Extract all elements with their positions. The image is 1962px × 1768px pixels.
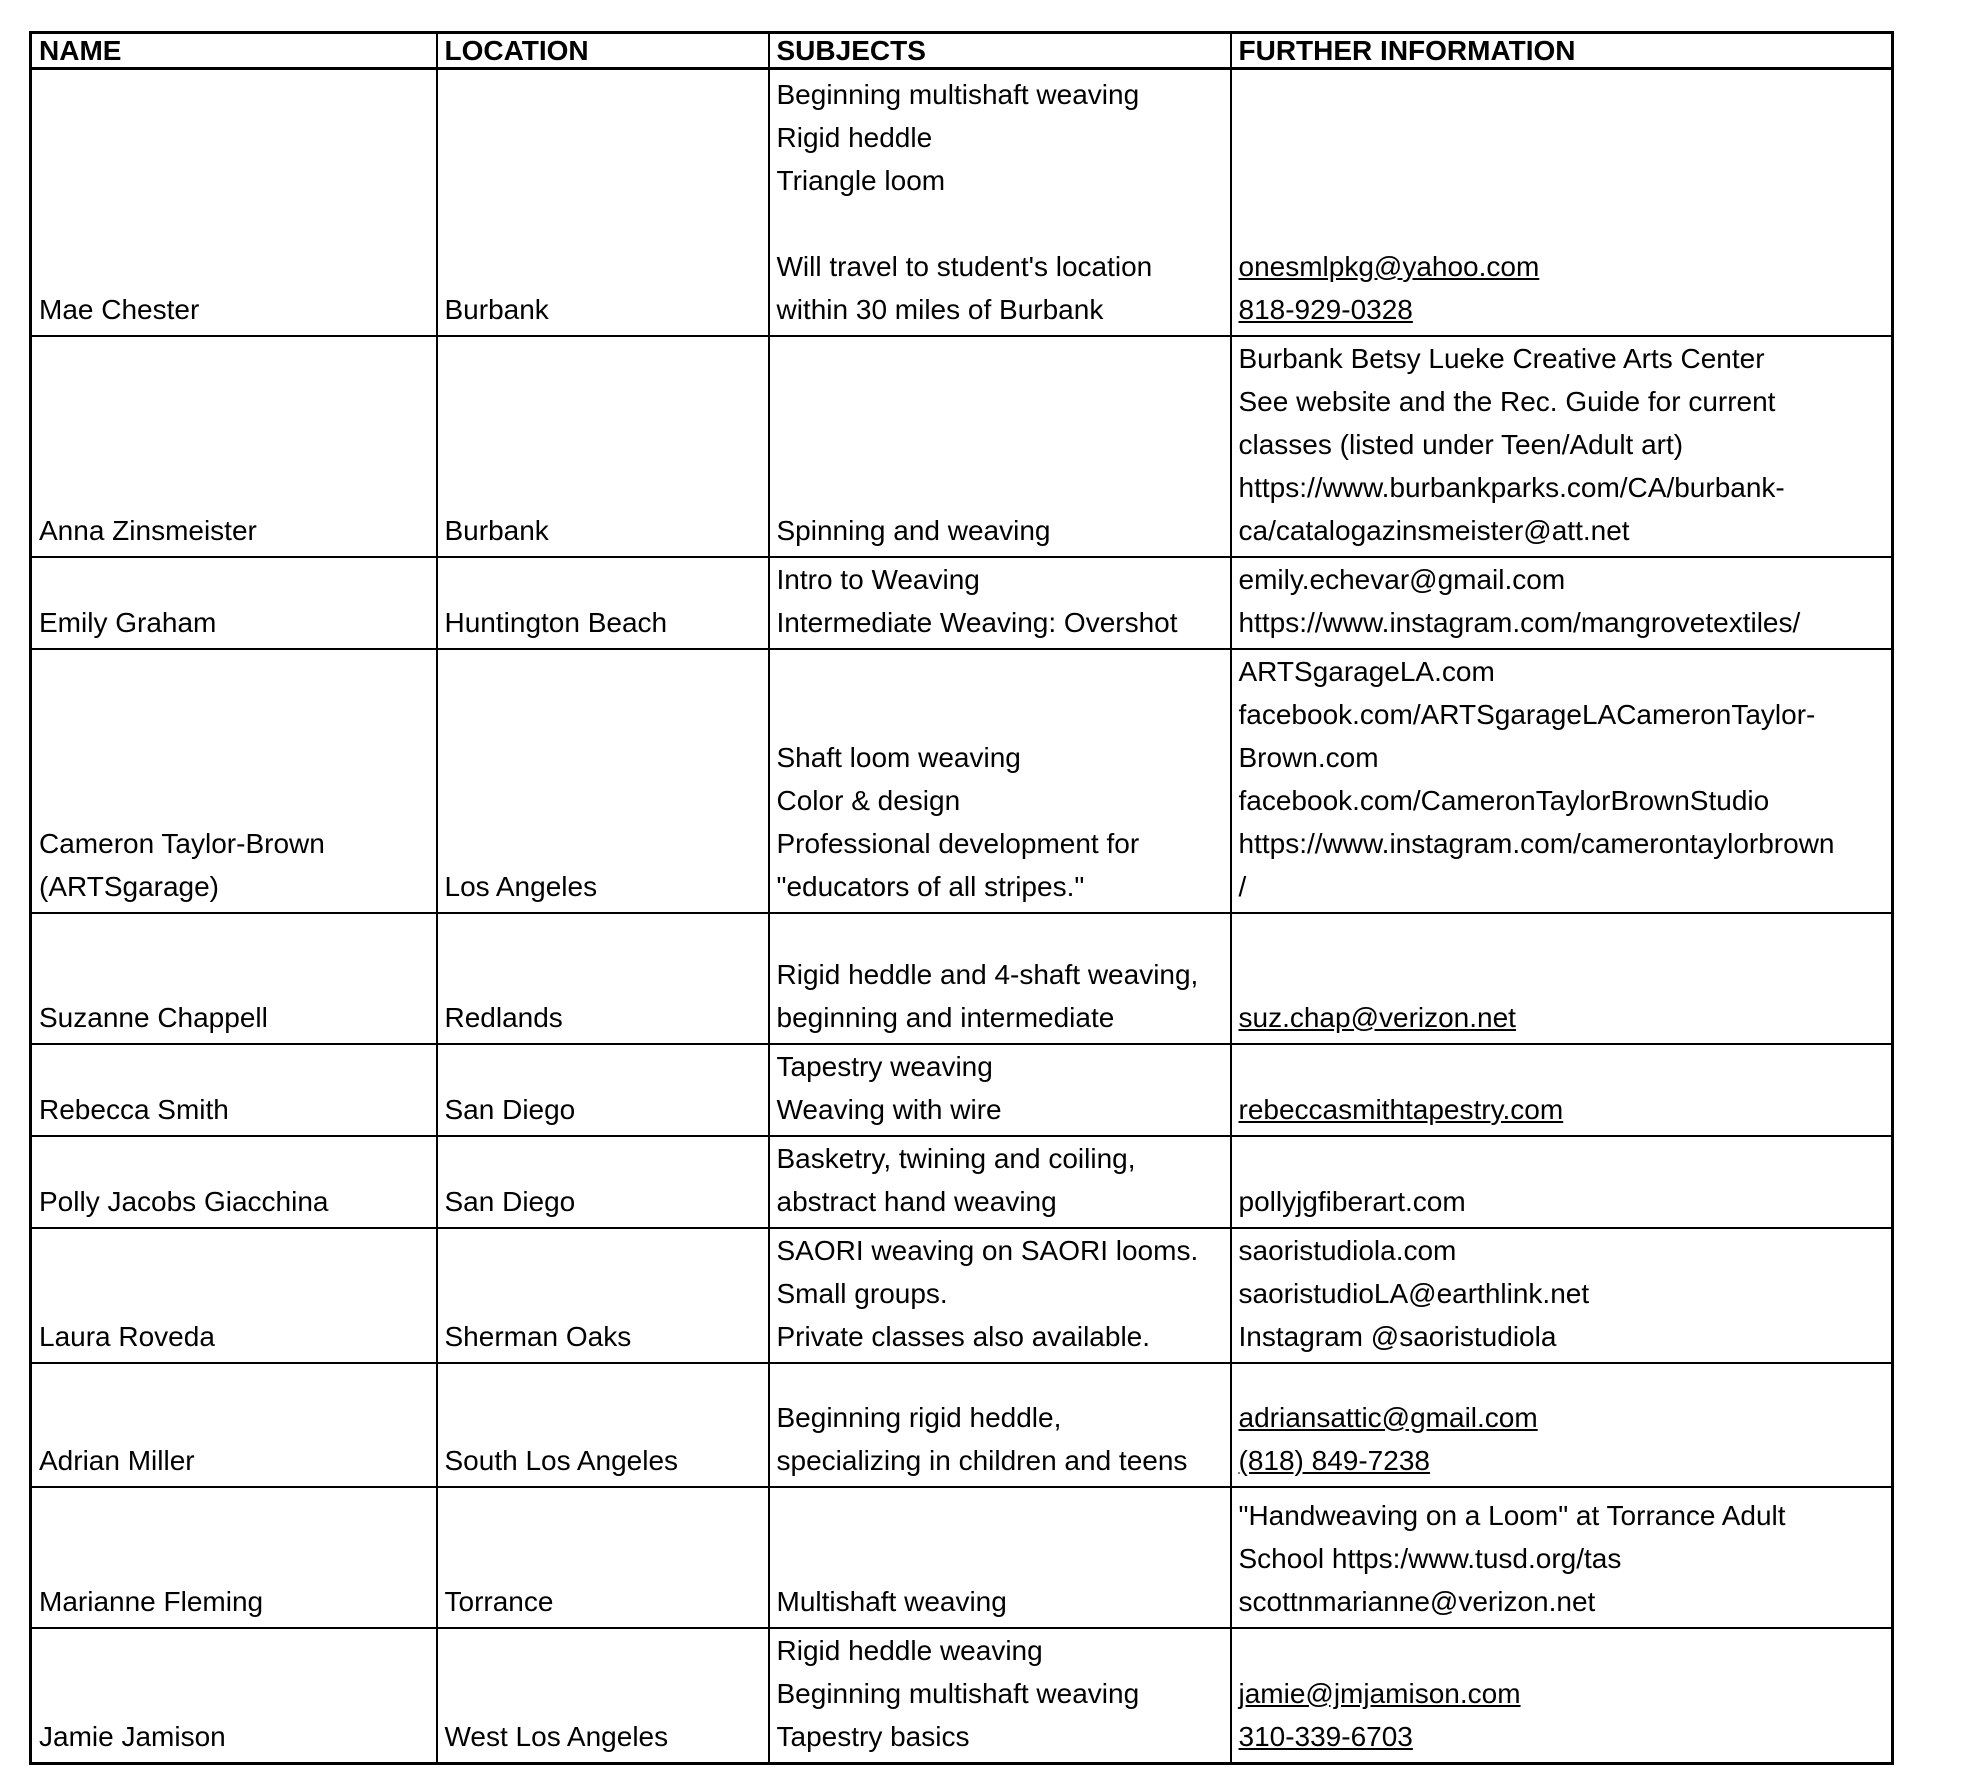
info-cell: [1231, 557, 1893, 649]
cell-line: Color & design: [776, 784, 961, 816]
cell-line: Jamie Jamison: [39, 1720, 226, 1752]
table-body: [31, 69, 1893, 1764]
cell-line: Rigid heddle weaving: [776, 1634, 1043, 1666]
cell-line: Redlands: [444, 1001, 563, 1033]
cell-line: Polly Jacobs Giacchina: [39, 1185, 329, 1217]
info-cell: [1231, 649, 1893, 913]
table-row: [31, 336, 1893, 557]
cell-line: Intro to Weaving: [776, 563, 980, 595]
column-header-name: NAME: [31, 33, 437, 69]
location-cell: [437, 557, 769, 649]
subjects-cell: [769, 649, 1231, 913]
table-row: [31, 1487, 1893, 1628]
cell-line: Intermediate Weaving: Overshot: [776, 606, 1178, 638]
link-text[interactable]: suz.chap@verizon.net: [1238, 1001, 1516, 1033]
cell-line: pollyjgfiberart.com: [1238, 1185, 1466, 1217]
cell-line: ca/catalogazinsmeister@att.net: [1238, 514, 1630, 546]
cell-line: Sherman Oaks: [444, 1320, 632, 1352]
cell-line: (ARTSgarage): [39, 870, 220, 902]
cell-line: beginning and intermediate: [776, 1001, 1115, 1033]
cell-line: classes (listed under Teen/Adult art): [1238, 428, 1684, 460]
name-cell: [31, 1044, 437, 1136]
table-row: [31, 1136, 1893, 1228]
subjects-cell: [769, 1136, 1231, 1228]
column-header-location: LOCATION: [437, 33, 769, 69]
cell-line: Tapestry weaving: [776, 1050, 993, 1082]
table-row: [31, 557, 1893, 649]
table-row: [31, 649, 1893, 913]
name-cell: [31, 336, 437, 557]
table-row: [31, 1228, 1893, 1363]
cell-line: https://www.instagram.com/camerontaylorbrown: [1238, 827, 1835, 859]
location-cell: [437, 1044, 769, 1136]
cell-line: Mae Chester: [39, 293, 200, 325]
cell-line: [777, 202, 1223, 245]
location-cell: [437, 649, 769, 913]
cell-line: specializing in children and teens: [776, 1444, 1188, 1476]
subjects-cell: [769, 1228, 1231, 1363]
cell-line: Instagram @saoristudiola: [1238, 1320, 1557, 1352]
cell-line: Rebecca Smith: [39, 1093, 229, 1125]
info-cell: [1231, 1044, 1893, 1136]
location-cell: [437, 1487, 769, 1628]
cell-line: Spinning and weaving: [776, 514, 1051, 546]
cell-line: Tapestry basics: [776, 1720, 970, 1752]
cell-line: School https:/www.tusd.org/tas: [1238, 1542, 1622, 1574]
subjects-cell: [769, 913, 1231, 1044]
table-row: [31, 1044, 1893, 1136]
location-cell: [437, 1363, 769, 1487]
link-text[interactable]: jamie@jmjamison.com: [1238, 1677, 1521, 1709]
info-cell: [1231, 1228, 1893, 1363]
cell-line: Burbank Betsy Lueke Creative Arts Center: [1238, 342, 1765, 374]
table-row: [31, 1628, 1893, 1764]
cell-line: saoristudiola.com: [1238, 1234, 1457, 1266]
subjects-cell: [769, 1363, 1231, 1487]
cell-line: https://www.burbankparks.com/CA/burbank-: [1238, 471, 1785, 503]
name-cell: [31, 1136, 437, 1228]
cell-line: Burbank: [444, 514, 549, 546]
location-cell: [437, 69, 769, 336]
cell-line: scottnmarianne@verizon.net: [1238, 1585, 1596, 1617]
cell-line: Professional development for: [776, 827, 1140, 859]
weaving-instructors-sheet: [29, 31, 1894, 1765]
cell-line: San Diego: [444, 1185, 576, 1217]
cell-line: San Diego: [444, 1093, 576, 1125]
cell-line: Anna Zinsmeister: [39, 514, 257, 546]
location-cell: [437, 1228, 769, 1363]
column-header-subjects: SUBJECTS: [769, 33, 1231, 69]
cell-line: Los Angeles: [444, 870, 598, 902]
link-text[interactable]: 818-929-0328: [1238, 293, 1413, 325]
name-cell: [31, 1628, 437, 1764]
cell-line: SAORI weaving on SAORI looms.: [776, 1234, 1199, 1266]
info-cell: [1231, 1136, 1893, 1228]
name-cell: [31, 1487, 437, 1628]
cell-line: facebook.com/ARTSgarageLACameronTaylor-: [1238, 698, 1816, 730]
cell-line: Triangle loom: [776, 164, 946, 196]
cell-line: Beginning rigid heddle,: [776, 1401, 1062, 1433]
location-cell: [437, 913, 769, 1044]
cell-line: saoristudioLA@earthlink.net: [1238, 1277, 1590, 1309]
info-cell: [1231, 1363, 1893, 1487]
cell-line: Private classes also available.: [776, 1320, 1151, 1352]
cell-line: Cameron Taylor-Brown: [39, 827, 325, 859]
name-cell: [31, 649, 437, 913]
name-cell: [31, 1363, 437, 1487]
cell-line: Torrance: [444, 1585, 554, 1617]
cell-line: Huntington Beach: [444, 606, 668, 638]
cell-line: Shaft loom weaving: [776, 741, 1021, 773]
cell-line: Burbank: [444, 293, 549, 325]
instructors-table: [29, 31, 1894, 1765]
cell-line: Laura Roveda: [39, 1320, 215, 1352]
info-cell: [1231, 913, 1893, 1044]
cell-line: Beginning multishaft weaving: [776, 78, 1140, 110]
header-row: [31, 33, 1893, 69]
cell-line: Rigid heddle and 4-shaft weaving,: [776, 958, 1199, 990]
subjects-cell: [769, 336, 1231, 557]
subjects-cell: [769, 1487, 1231, 1628]
cell-line: "Handweaving on a Loom" at Torrance Adult: [1238, 1499, 1786, 1531]
cell-line: Marianne Fleming: [39, 1585, 264, 1617]
cell-line: Adrian Miller: [39, 1444, 195, 1476]
cell-line: Beginning multishaft weaving: [776, 1677, 1140, 1709]
cell-line: ARTSgarageLA.com: [1238, 655, 1495, 687]
table-row: [31, 913, 1893, 1044]
cell-line: West Los Angeles: [444, 1720, 669, 1752]
link-text[interactable]: onesmlpkg@yahoo.com: [1238, 250, 1540, 282]
name-cell: [31, 69, 437, 336]
cell-line: Rigid heddle: [776, 121, 933, 153]
name-cell: [31, 557, 437, 649]
cell-line: Weaving with wire: [776, 1093, 1002, 1125]
info-cell: [1231, 1487, 1893, 1628]
info-cell: [1231, 69, 1893, 336]
link-text[interactable]: adriansattic@gmail.com: [1238, 1401, 1538, 1433]
cell-line: /: [1238, 870, 1247, 902]
cell-line: facebook.com/CameronTaylorBrownStudio: [1238, 784, 1770, 816]
name-cell: [31, 1228, 437, 1363]
name-cell: [31, 913, 437, 1044]
link-text[interactable]: (818) 849-7238: [1238, 1444, 1430, 1476]
cell-line: within 30 miles of Burbank: [776, 293, 1104, 325]
subjects-cell: [769, 1628, 1231, 1764]
cell-line: Multishaft weaving: [776, 1585, 1007, 1617]
location-cell: [437, 1136, 769, 1228]
cell-line: https://www.instagram.com/mangrovetextiles/: [1238, 606, 1801, 638]
column-header-further-information: FURTHER INFORMATION: [1231, 33, 1893, 69]
cell-line: Small groups.: [776, 1277, 948, 1309]
cell-line: Basketry, twining and coiling,: [776, 1142, 1136, 1174]
table-row: [31, 1363, 1893, 1487]
info-cell: [1231, 1628, 1893, 1764]
location-cell: [437, 336, 769, 557]
link-text[interactable]: 310-339-6703: [1238, 1720, 1413, 1752]
link-text[interactable]: rebeccasmithtapestry.com: [1238, 1093, 1564, 1125]
location-cell: [437, 1628, 769, 1764]
cell-line: "educators of all stripes.": [776, 870, 1085, 902]
cell-line: Will travel to student's location: [776, 250, 1153, 282]
cell-line: Brown.com: [1238, 741, 1379, 773]
subjects-cell: [769, 69, 1231, 336]
cell-line: See website and the Rec. Guide for current: [1238, 385, 1776, 417]
subjects-cell: [769, 557, 1231, 649]
cell-line: emily.echevar@gmail.com: [1238, 563, 1566, 595]
cell-line: Emily Graham: [39, 606, 217, 638]
info-cell: [1231, 336, 1893, 557]
cell-line: South Los Angeles: [444, 1444, 679, 1476]
table-row: [31, 69, 1893, 336]
cell-line: abstract hand weaving: [776, 1185, 1057, 1217]
subjects-cell: [769, 1044, 1231, 1136]
cell-line: Suzanne Chappell: [39, 1001, 268, 1033]
